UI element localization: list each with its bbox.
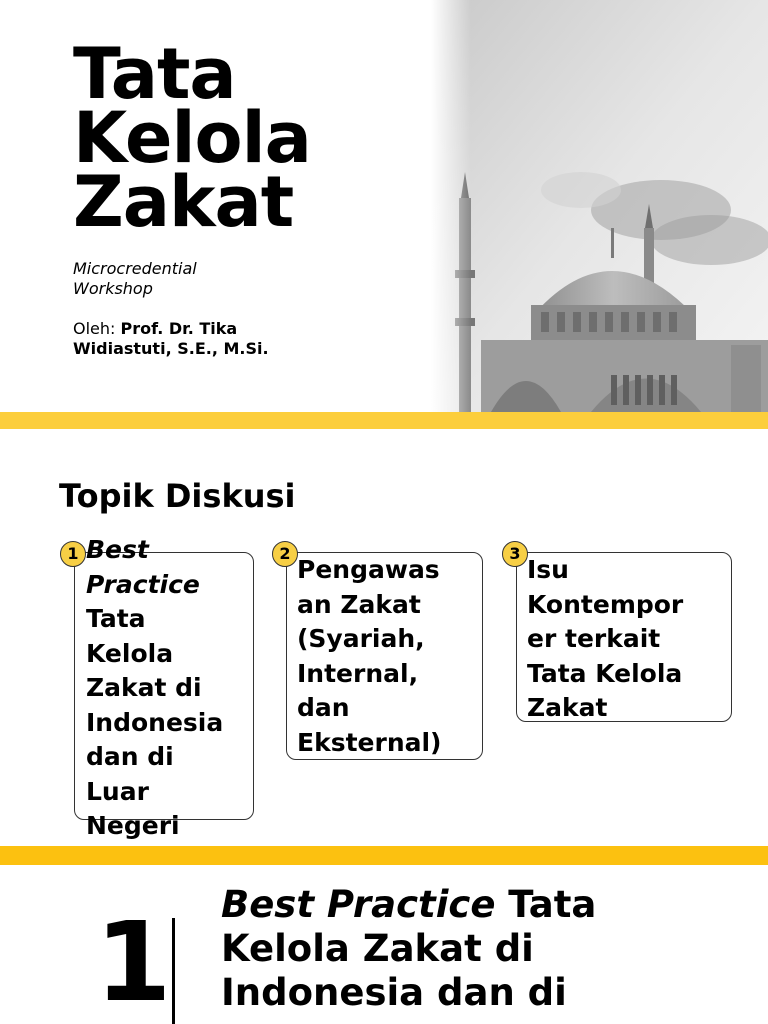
topic-number-badge: 3 — [502, 541, 528, 567]
topic-2-text — [297, 553, 487, 760]
topic-2-line: Pengawas — [297, 555, 440, 584]
topic-3-line: Tata Kelola — [527, 658, 683, 688]
topic-3-line: Kontempor — [527, 589, 684, 619]
topic-1-text — [86, 533, 261, 844]
section-number: 1 — [95, 898, 172, 1024]
topic-1-line: Negeri — [86, 811, 180, 840]
section-title-italic: Best Practice — [221, 883, 496, 926]
mosque-photo — [431, 0, 768, 412]
section-divider-line — [172, 918, 175, 1024]
title-line: Kelola — [73, 97, 311, 179]
subtitle-line: Microcredential — [73, 259, 197, 278]
title-line: Tata — [73, 33, 236, 115]
topic-number-badge: 2 — [272, 541, 298, 567]
slide-title — [73, 33, 311, 243]
title-line: Zakat — [73, 161, 294, 243]
topic-3-line: Zakat — [527, 693, 608, 722]
subtitle-line: Workshop — [73, 279, 153, 298]
section-title-line: Kelola Zakat di — [221, 927, 534, 970]
author-name: Prof. Dr. Tika — [120, 319, 238, 338]
topic-2-line: an Zakat — [297, 589, 421, 619]
topics-slide — [0, 432, 768, 846]
topic-1-line: dan di — [86, 742, 174, 771]
topic-2-line: Internal, — [297, 658, 419, 688]
topic-1-italic-line: Best — [86, 535, 149, 564]
topic-3-line: er terkait — [527, 624, 661, 653]
section-title-line: Indonesia dan di — [221, 971, 567, 1014]
topic-number-badge: 1 — [60, 541, 86, 567]
section-title — [221, 883, 741, 1015]
topic-1-line: Tata — [86, 604, 146, 633]
topic-1-line: Indonesia — [86, 707, 224, 737]
topic-1-italic-line: Practice — [86, 569, 200, 599]
section-slide — [0, 865, 768, 1024]
author-prefix: Oleh: — [73, 319, 121, 338]
topic-3-text — [527, 553, 737, 726]
topic-1-line: Zakat di — [86, 673, 202, 702]
divider-band — [0, 412, 768, 432]
topics-heading: Topik Diskusi — [59, 477, 296, 515]
divider-band — [0, 846, 768, 865]
title-slide — [0, 0, 768, 412]
topic-2-line: dan — [297, 693, 350, 722]
section-title-text: Tata — [495, 883, 597, 926]
topic-3-line: Isu — [527, 555, 569, 584]
topic-1-line: Kelola — [86, 638, 174, 668]
author-credit — [73, 319, 343, 359]
topic-2-line: (Syariah, — [297, 624, 425, 653]
author-name-continued: Widiastuti, S.E., M.Si. — [73, 339, 269, 358]
topic-1-line: Luar — [86, 776, 149, 806]
topic-2-line: Eksternal) — [297, 727, 442, 757]
slide-subtitle — [73, 259, 197, 299]
